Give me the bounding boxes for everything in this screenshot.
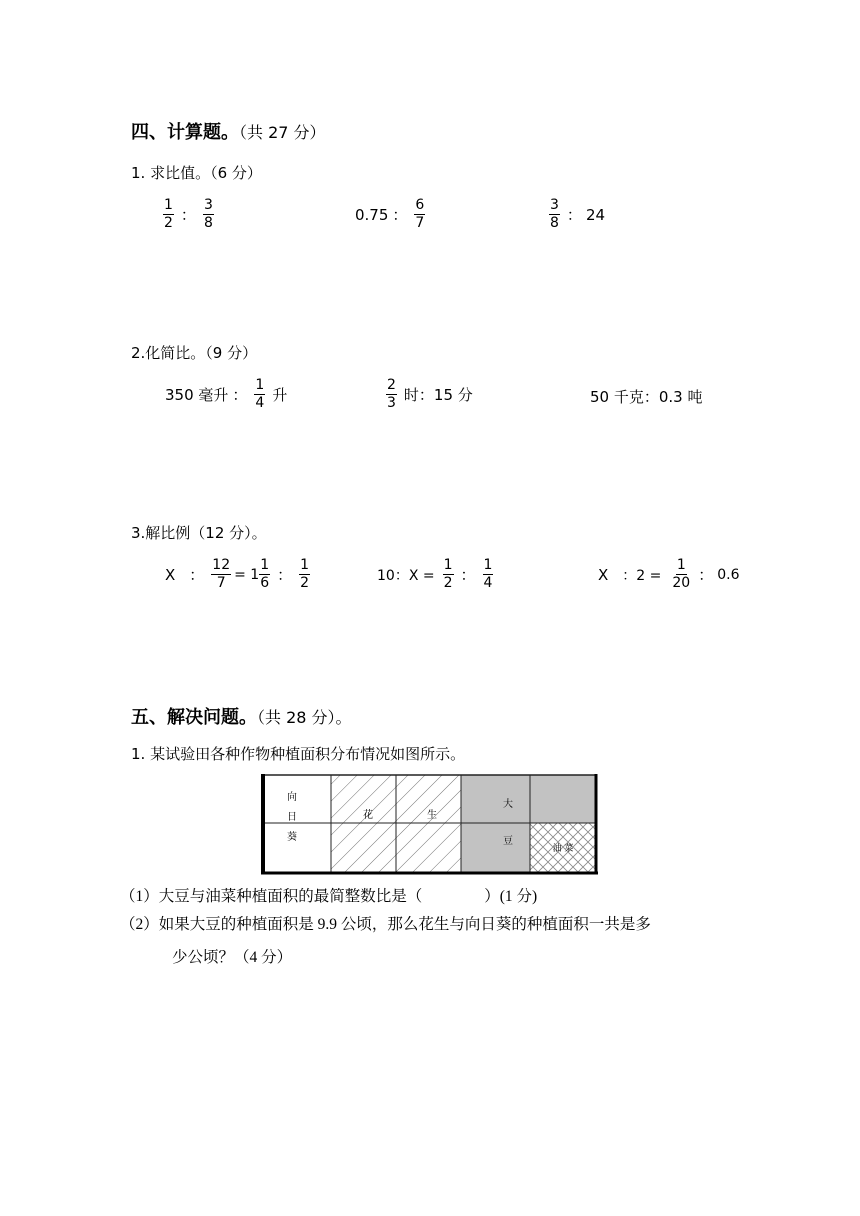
denominator: 20 (672, 575, 691, 591)
prefix: 350 毫升 (165, 386, 229, 404)
q1-expr-1 (160, 197, 217, 232)
fraction (443, 557, 454, 592)
suffix: 0.6 (717, 566, 740, 583)
s5-q1-sub2-line1: （2）如果大豆的种植面积是 9.9 公顷，那么花生与向日葵的种植面积一共是多 (120, 916, 651, 933)
denominator: 2 (300, 575, 310, 591)
ratio-sign: ： (232, 386, 248, 404)
numerator: 6 (415, 197, 425, 213)
fraction (386, 377, 397, 412)
middle: ：2 = (622, 567, 662, 584)
q3-expr-1 (165, 557, 313, 592)
numerator: 3 (550, 197, 559, 213)
numerator: 3 (203, 197, 213, 213)
section-5-title (131, 703, 352, 729)
q3-expr-2 (377, 557, 496, 592)
text: 50 千克：0.3 吨 (590, 388, 703, 406)
prefix: 0.75 (355, 205, 389, 224)
denominator: 2 (164, 215, 173, 231)
fraction (254, 377, 265, 412)
ratio-sign: ： (566, 206, 582, 224)
numerator: 12 (212, 557, 231, 573)
denominator: 7 (415, 215, 425, 231)
denominator: 8 (203, 215, 213, 231)
ratio-sign: ： (189, 566, 205, 584)
q1-label: 1. 求比值。（6 分） (131, 164, 262, 182)
sunflower-label-2: 日 (287, 812, 297, 823)
section-5-score: （共 28 分）。 (257, 708, 352, 727)
q3-label: 3.解比例（12 分）。 (131, 524, 267, 542)
numerator: 1 (443, 557, 453, 573)
rapeseed-label: 油 菜 (552, 844, 574, 854)
denominator: 8 (550, 215, 559, 231)
variable: X (165, 565, 176, 584)
q2-expr-2 (383, 377, 473, 412)
numerator: 1 (255, 377, 265, 393)
crop-area-diagram (258, 772, 600, 876)
denominator: 7 (216, 575, 226, 591)
sunflower-label-3: 葵 (287, 832, 297, 843)
fraction (203, 197, 214, 232)
section-4-score: （共 27 分） (239, 123, 326, 142)
soybean-region-extra (530, 775, 596, 823)
suffix: 24 (585, 205, 606, 224)
equals: = 1 (234, 566, 260, 583)
suffix: 升 (272, 386, 288, 404)
variable: X (598, 565, 609, 584)
fraction (163, 197, 174, 232)
numerator: 1 (260, 557, 270, 573)
q3-expr-3 (598, 557, 739, 592)
numerator: 1 (676, 557, 686, 573)
fraction (483, 557, 494, 592)
ratio-sign: ： (698, 566, 714, 584)
q2-expr-1 (165, 377, 287, 412)
numerator: 2 (387, 377, 396, 393)
soybean-label-2: 豆 (503, 836, 513, 847)
prefix: 10：X = (377, 567, 435, 584)
fraction (299, 557, 310, 592)
denominator: 4 (255, 395, 265, 411)
fraction (259, 557, 270, 592)
q2-label: 2.化简比。（9 分） (131, 344, 258, 362)
fraction (414, 197, 425, 232)
q1-expr-3 (546, 197, 605, 232)
text: 时：15 分 (403, 386, 473, 404)
ratio-sign: ： (460, 566, 476, 584)
denominator: 2 (443, 575, 453, 591)
s5-q1-sub1: （1）大豆与油菜种植面积的最简整数比是（ ）(1 分) (120, 888, 538, 905)
s5-q1-label: 1. 某试验田各种作物种植面积分布情况如图所示。 (131, 745, 466, 763)
peanut-label-2: 生 (427, 810, 437, 821)
numerator: 1 (164, 197, 173, 213)
ratio-sign: ： (392, 206, 408, 224)
fraction (671, 557, 691, 592)
fraction (211, 557, 231, 592)
denominator: 3 (387, 395, 396, 411)
ratio-sign: ： (180, 206, 196, 224)
q1-expr-2 (355, 197, 428, 232)
numerator: 1 (483, 557, 493, 573)
soybean-region (461, 775, 530, 873)
s5-q1-sub2-line2: 少公顷？（4 分） (172, 949, 293, 966)
soybean-label-1: 大 (503, 799, 513, 810)
section-4-title (131, 118, 326, 144)
peanut-label-1: 花 (363, 810, 373, 821)
fraction (549, 197, 560, 232)
numerator: 1 (300, 557, 310, 573)
section-5-heading: 五、解决问题。 (131, 707, 257, 728)
ratio-sign: ： (277, 566, 293, 584)
section-4-heading: 四、计算题。 (131, 122, 239, 143)
sunflower-region (263, 775, 331, 873)
denominator: 4 (483, 575, 493, 591)
q2-expr-3 (590, 386, 702, 407)
denominator: 6 (260, 575, 270, 591)
sunflower-label-1: 向 (287, 792, 297, 803)
